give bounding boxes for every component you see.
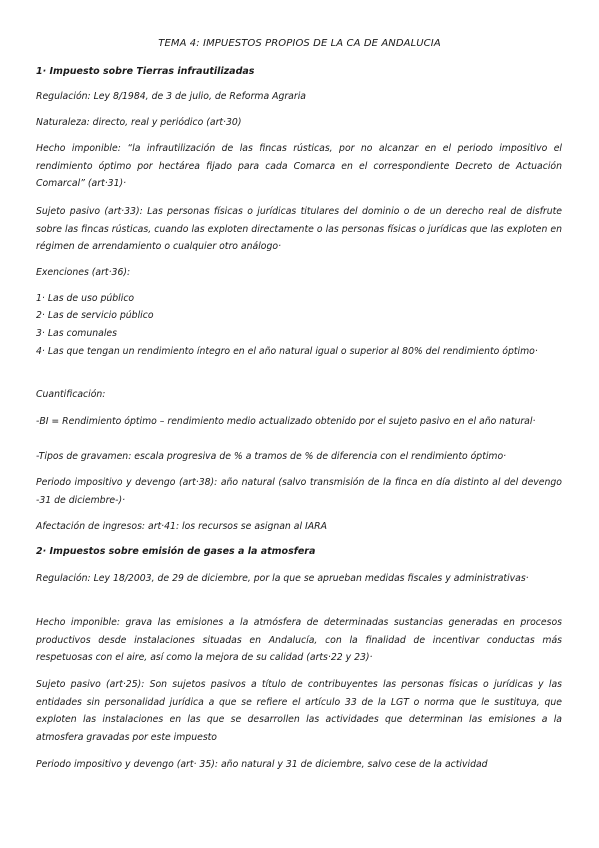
s2-regulacion: Regulación: Ley 18/2003, de 29 de diciembre, por la que se aprueban medidas fiscales y administrativas·: [36, 573, 529, 584]
s1-sujeto-pasivo: Sujeto pasivo (art·33): Las personas físicas o jurídicas titulares del dominio o de un derecho real de disfrute sobre las fincas rústicas, cuando las exploten directamente o las personas físicas o jurídicas que las exploten en régimen de arrendamiento o cualquier otro análogo·: [36, 206, 562, 252]
s1-tipos-gravamen: -Tipos de gravamen: escala progresiva de % a tramos de % de diferencia con el rendimiento óptimo·: [36, 451, 507, 462]
exencion-item: 1· Las de uso público: [36, 293, 135, 304]
document-title: TEMA 4: IMPUESTOS PROPIOS DE LA CA DE ANDALUCIA: [158, 38, 441, 49]
exencion-item: 2· Las de servicio público: [36, 310, 154, 321]
s2-sujeto-pasivo: Sujeto pasivo (art·25): Son sujetos pasivos a título de contribuyentes las personas físicas o jurídicas y las entidades sin personalidad jurídica a que se refiere el artículo 33 de la LGT o norma que le sustituya, que exploten las instalaciones en las que se desarrollen las actividades que determinan las emisiones a la atmosfera gravadas por este impuesto: [36, 679, 562, 743]
s1-hecho-imponible: Hecho imponible: “la infrautilización de las fincas rústicas, por no alcanzar en el periodo impositivo el rendimiento óptimo por hectárea fijado para cada Comarca en el correspondiente Decreto de Actuación Comarcal” (art·31)·: [36, 143, 562, 189]
s1-naturaleza: Naturaleza: directo, real y periódico (art·30): [36, 117, 242, 128]
s2-hecho-imponible: Hecho imponible: grava las emisiones a la atmósfera de determinadas sustancias generadas en procesos productivos desde instalaciones situadas en Andalucía, con la finalidad de incentivar conductas más respetuosas con el aire, así como la mejora de su calidad (arts·22 y 23)·: [36, 617, 562, 663]
exencion-item: 3· Las comunales: [36, 328, 117, 339]
s1-cuantificacion-label: Cuantificación:: [36, 389, 106, 400]
s2-periodo-devengo: Periodo impositivo y devengo (art· 35): año natural y 31 de diciembre, salvo cese de la actividad: [36, 759, 488, 770]
section-1-heading: 1· Impuesto sobre Tierras infrautilizadas: [36, 66, 255, 77]
s1-afectacion: Afectación de ingresos: art·41: los recursos se asignan al IARA: [36, 521, 327, 532]
s1-exenciones-label: Exenciones (art·36):: [36, 267, 131, 278]
s1-regulacion: Regulación: Ley 8/1984, de 3 de julio, de Reforma Agraria: [36, 91, 306, 102]
section-2-heading: 2· Impuestos sobre emisión de gases a la atmosfera: [36, 546, 316, 557]
s1-base-imponible: -BI = Rendimiento óptimo – rendimiento medio actualizado obtenido por el sujeto pasivo en el año natural·: [36, 416, 536, 427]
s1-periodo-devengo: Periodo impositivo y devengo (art·38): año natural (salvo transmisión de la finca en día distinto al del devengo -31 de diciembre-)·: [36, 477, 562, 506]
exencion-item: 4· Las que tengan un rendimiento íntegro en el año natural igual o superior al 80% del rendimiento óptimo·: [36, 346, 538, 357]
